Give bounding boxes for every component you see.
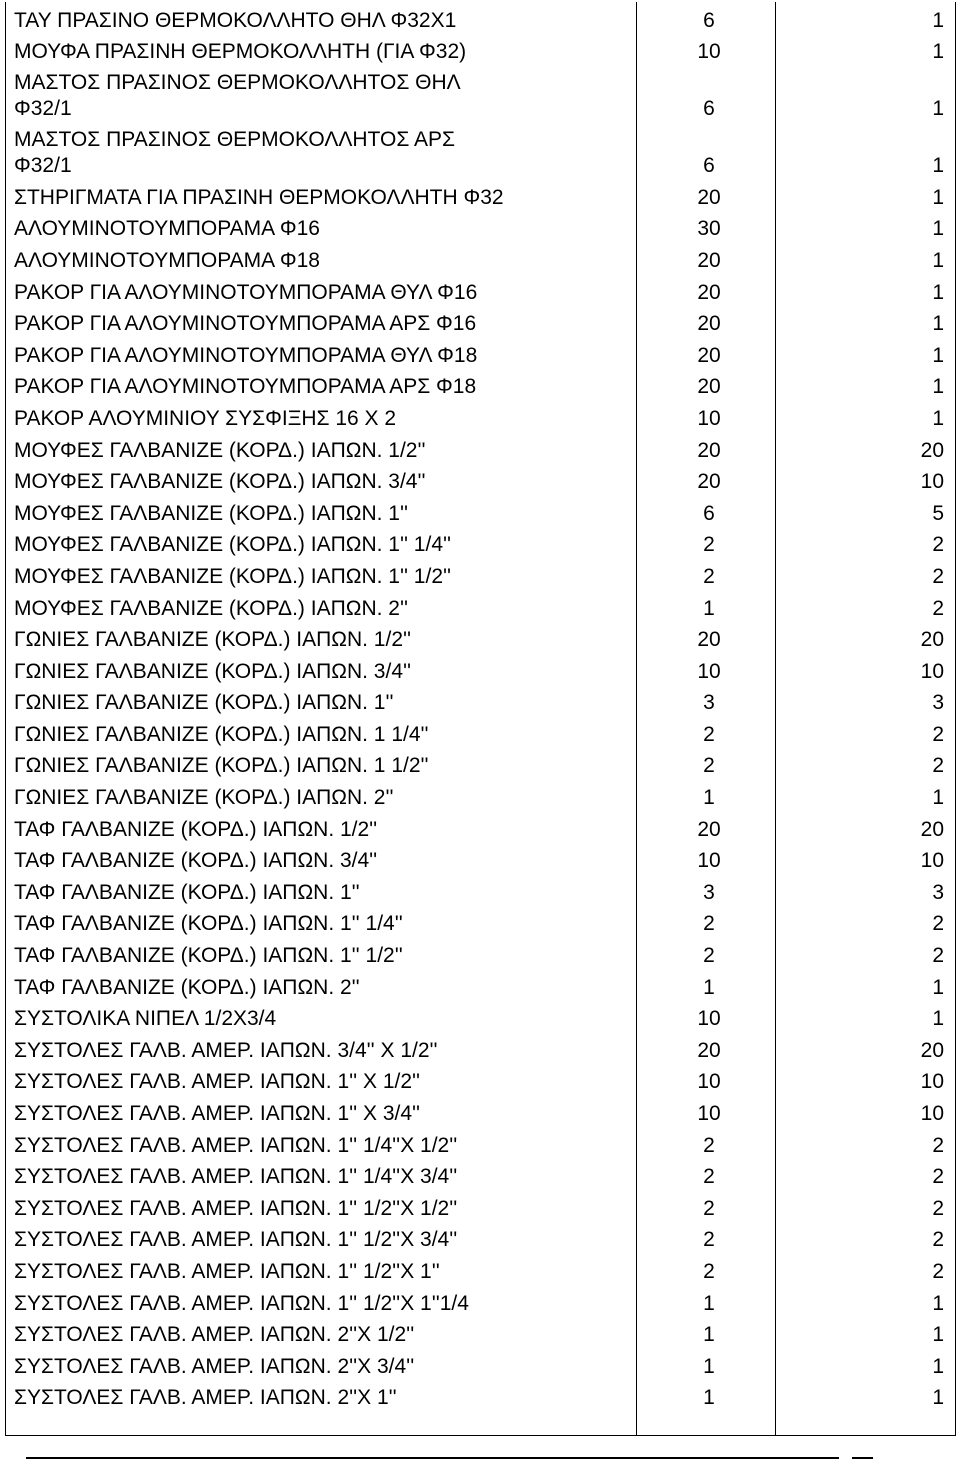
item-description-cell: ΤΑΦ ΓΑΛΒΑΝΙΖΕ (ΚΟΡΔ.) ΙΑΠΩΝ. 2'' <box>6 969 637 1001</box>
table-row <box>6 937 956 969</box>
quantity-cell: 10 <box>637 34 776 66</box>
quantity-secondary-cell: 2 <box>776 906 956 938</box>
item-description-cell: ΣΥΣΤΟΛΕΣ ΓΑΛΒ. ΑΜΕΡ. ΙΑΠΩΝ. 1'' 1/2''Χ 1'' <box>6 1253 637 1285</box>
item-description-cell: ΣΥΣΤΟΛΕΣ ΓΑΛΒ. ΑΜΕΡ. ΙΑΠΩΝ. 2''Χ 1'' <box>6 1380 637 1412</box>
item-description-cell: ΤΑΦ ΓΑΛΒΑΝΙΖΕ (ΚΟΡΔ.) ΙΑΠΩΝ. 3/4'' <box>6 843 637 875</box>
quantity-secondary-cell: 2 <box>776 1127 956 1159</box>
quantity-secondary-cell: 1 <box>776 969 956 1001</box>
quantity-secondary-cell: 1 <box>776 1380 956 1412</box>
item-description-cell: ΓΩΝΙΕΣ ΓΑΛΒΑΝΙΖΕ (ΚΟΡΔ.) ΙΑΠΩΝ. 1 1/4'' <box>6 716 637 748</box>
item-description-cell: ΓΩΝΙΕΣ ΓΑΛΒΑΝΙΖΕ (ΚΟΡΔ.) ΙΑΠΩΝ. 1'' <box>6 685 637 717</box>
signature-line <box>26 1457 839 1459</box>
quantity-secondary-cell: 20 <box>776 622 956 654</box>
item-description-cell: ΜΟΥΦΕΣ ΓΑΛΒΑΝΙΖΕ (ΚΟΡΔ.) ΙΑΠΩΝ. 3/4'' <box>6 464 637 496</box>
item-description-cell: ΡΑΚΟΡ ΓΙΑ ΑΛΟΥΜΙΝΟΤΟΥΜΠΟΡΑΜΑ ΑΡΣ Φ16 <box>6 306 637 338</box>
item-description-cell: ΤΑΦ ΓΑΛΒΑΝΙΖΕ (ΚΟΡΔ.) ΙΑΠΩΝ. 1'' 1/2'' <box>6 937 637 969</box>
item-description-cell: ΑΛΟΥΜΙΝΟΤΟΥΜΠΟΡΑΜΑ Φ16 <box>6 211 637 243</box>
quantity-cell: 2 <box>637 748 776 780</box>
table-row <box>6 242 956 274</box>
table-row <box>6 34 956 66</box>
quantity-secondary-cell: 20 <box>776 811 956 843</box>
quantity-secondary-cell: 1 <box>776 1285 956 1317</box>
quantity-cell: 2 <box>637 937 776 969</box>
table-row <box>6 811 956 843</box>
item-description-cell: ΓΩΝΙΕΣ ΓΑΛΒΑΝΙΖΕ (ΚΟΡΔ.) ΙΑΠΩΝ. 1 1/2'' <box>6 748 637 780</box>
table-row <box>6 2 956 34</box>
item-description-cell: ΑΛΟΥΜΙΝΟΤΟΥΜΠΟΡΑΜΑ Φ18 <box>6 242 637 274</box>
quantity-secondary-cell: 1 <box>776 779 956 811</box>
quantity-cell: 20 <box>637 1032 776 1064</box>
item-description-cell: ΣΥΣΤΟΛΕΣ ΓΑΛΒ. ΑΜΕΡ. ΙΑΠΩΝ. 1'' 1/4''Χ 3/4'' <box>6 1159 637 1191</box>
table-row <box>6 1159 956 1191</box>
table-row <box>6 685 956 717</box>
quantity-cell: 2 <box>637 527 776 559</box>
item-description-cell: ΜΟΥΦΕΣ ΓΑΛΒΑΝΙΖΕ (ΚΟΡΔ.) ΙΑΠΩΝ. 1'' <box>6 495 637 527</box>
quantity-cell: 1 <box>637 1348 776 1380</box>
table-row <box>6 306 956 338</box>
quantity-secondary-cell: 2 <box>776 527 956 559</box>
item-description-cell: ΣΥΣΤΟΛΕΣ ΓΑΛΒ. ΑΜΕΡ. ΙΑΠΩΝ. 1'' Χ 3/4'' <box>6 1095 637 1127</box>
quantity-secondary-cell: 2 <box>776 716 956 748</box>
table-row <box>6 274 956 306</box>
quantity-cell: 10 <box>637 1001 776 1033</box>
quantity-cell: 20 <box>637 622 776 654</box>
quantity-cell: 20 <box>637 432 776 464</box>
item-description-cell: ΜΑΣΤΟΣ ΠΡΑΣΙΝΟΣ ΘΕΡΜΟΚΟΛΛΗΤΟΣ ΑΡΣ Φ32/1 <box>6 122 637 179</box>
item-description-cell: ΣΥΣΤΟΛΕΣ ΓΑΛΒ. ΑΜΕΡ. ΙΑΠΩΝ. 1'' 1/2''Χ 1''1/4 <box>6 1285 637 1317</box>
quantity-cell: 10 <box>637 1064 776 1096</box>
table-row <box>6 337 956 369</box>
item-description-cell: ΜΑΣΤΟΣ ΠΡΑΣΙΝΟΣ ΘΕΡΜΟΚΟΛΛΗΤΟΣ ΘΗΛ Φ32/1 <box>6 65 637 122</box>
table-row <box>6 1380 956 1412</box>
item-description-cell: ΤΑΦ ΓΑΛΒΑΝΙΖΕ (ΚΟΡΔ.) ΙΑΠΩΝ. 1/2'' <box>6 811 637 843</box>
quantity-secondary-cell: 20 <box>776 1032 956 1064</box>
quantity-cell: 10 <box>637 1095 776 1127</box>
quantity-secondary-cell: 2 <box>776 1222 956 1254</box>
table-row <box>6 1317 956 1349</box>
table-row <box>6 843 956 875</box>
item-description-cell: ΡΑΚΟΡ ΑΛΟΥΜΙΝΙΟΥ ΣΥΣΦΙΞΗΣ 16 Χ 2 <box>6 400 637 432</box>
table-row <box>6 653 956 685</box>
quantity-cell: 20 <box>637 337 776 369</box>
quantity-cell: 2 <box>637 1253 776 1285</box>
signature-line-short <box>852 1457 873 1459</box>
quantity-cell: 1 <box>637 1380 776 1412</box>
item-description-cell: ΣΥΣΤΟΛΕΣ ΓΑΛΒ. ΑΜΕΡ. ΙΑΠΩΝ. 1'' Χ 1/2'' <box>6 1064 637 1096</box>
table-row <box>6 122 956 179</box>
table-row <box>6 622 956 654</box>
item-description-cell: ΡΑΚΟΡ ΓΙΑ ΑΛΟΥΜΙΝΟΤΟΥΜΠΟΡΑΜΑ ΘΥΛ Φ18 <box>6 337 637 369</box>
item-description-cell: ΣΥΣΤΟΛΕΣ ΓΑΛΒ. ΑΜΕΡ. ΙΑΠΩΝ. 3/4'' Χ 1/2'' <box>6 1032 637 1064</box>
table-row <box>6 969 956 1001</box>
item-description-cell: ΡΑΚΟΡ ΓΙΑ ΑΛΟΥΜΙΝΟΤΟΥΜΠΟΡΑΜΑ ΑΡΣ Φ18 <box>6 369 637 401</box>
table-row <box>6 369 956 401</box>
quantity-cell: 1 <box>637 590 776 622</box>
item-description-cell: ΜΟΥΦΕΣ ΓΑΛΒΑΝΙΖΕ (ΚΟΡΔ.) ΙΑΠΩΝ. 1/2'' <box>6 432 637 464</box>
item-description-cell: ΣΥΣΤΟΛΕΣ ΓΑΛΒ. ΑΜΕΡ. ΙΑΠΩΝ. 2''Χ 1/2'' <box>6 1317 637 1349</box>
table-row <box>6 1348 956 1380</box>
quantity-cell: 2 <box>637 558 776 590</box>
item-description-cell: ΓΩΝΙΕΣ ΓΑΛΒΑΝΙΖΕ (ΚΟΡΔ.) ΙΑΠΩΝ. 2'' <box>6 779 637 811</box>
quantity-secondary-cell: 10 <box>776 464 956 496</box>
quantity-cell: 2 <box>637 1222 776 1254</box>
quantity-secondary-cell: 10 <box>776 653 956 685</box>
empty-cell <box>776 1411 956 1436</box>
table-row <box>6 1127 956 1159</box>
table-row <box>6 495 956 527</box>
quantity-secondary-cell: 1 <box>776 242 956 274</box>
item-description-cell: ΣΥΣΤΟΛΕΣ ΓΑΛΒ. ΑΜΕΡ. ΙΑΠΩΝ. 1'' 1/4''Χ 1/2'' <box>6 1127 637 1159</box>
quantity-secondary-cell: 3 <box>776 874 956 906</box>
quantity-cell: 20 <box>637 179 776 211</box>
quantity-secondary-cell: 1 <box>776 34 956 66</box>
item-description-cell: ΤΑΦ ΓΑΛΒΑΝΙΖΕ (ΚΟΡΔ.) ΙΑΠΩΝ. 1'' <box>6 874 637 906</box>
table-row <box>6 874 956 906</box>
quantity-secondary-cell: 1 <box>776 306 956 338</box>
quantity-secondary-cell: 1 <box>776 65 956 122</box>
table-row <box>6 590 956 622</box>
item-description-cell: ΡΑΚΟΡ ΓΙΑ ΑΛΟΥΜΙΝΟΤΟΥΜΠΟΡΑΜΑ ΘΥΛ Φ16 <box>6 274 637 306</box>
quantity-secondary-cell: 3 <box>776 685 956 717</box>
table-row <box>6 1064 956 1096</box>
item-description-cell: ΣΤΗΡΙΓΜΑΤΑ ΓΙΑ ΠΡΑΣΙΝΗ ΘΕΡΜΟΚΟΛΛΗΤΗ Φ32 <box>6 179 637 211</box>
quantity-secondary-cell: 1 <box>776 2 956 34</box>
quantity-secondary-cell: 2 <box>776 558 956 590</box>
table-row <box>6 716 956 748</box>
quantity-cell: 20 <box>637 811 776 843</box>
item-description-cell: ΣΥΣΤΟΛΕΣ ΓΑΛΒ. ΑΜΕΡ. ΙΑΠΩΝ. 1'' 1/2''Χ 1/2'' <box>6 1190 637 1222</box>
quantity-cell: 20 <box>637 464 776 496</box>
item-description-cell: ΜΟΥΦΕΣ ΓΑΛΒΑΝΙΖΕ (ΚΟΡΔ.) ΙΑΠΩΝ. 1'' 1/2'' <box>6 558 637 590</box>
empty-cell <box>637 1411 776 1436</box>
quantity-secondary-cell: 1 <box>776 1317 956 1349</box>
quantity-cell: 1 <box>637 969 776 1001</box>
quantity-cell: 1 <box>637 779 776 811</box>
table-row <box>6 211 956 243</box>
item-description-cell: ΓΩΝΙΕΣ ΓΑΛΒΑΝΙΖΕ (ΚΟΡΔ.) ΙΑΠΩΝ. 3/4'' <box>6 653 637 685</box>
quantity-secondary-cell: 2 <box>776 1190 956 1222</box>
quantity-secondary-cell: 2 <box>776 1253 956 1285</box>
quantity-secondary-cell: 10 <box>776 1095 956 1127</box>
table-row <box>6 65 956 122</box>
quantity-secondary-cell: 1 <box>776 122 956 179</box>
quantity-cell: 20 <box>637 369 776 401</box>
table-row <box>6 1222 956 1254</box>
table-row <box>6 1253 956 1285</box>
quantity-secondary-cell: 20 <box>776 432 956 464</box>
table-footer-gap <box>6 1411 956 1436</box>
quantity-cell: 6 <box>637 65 776 122</box>
table-row <box>6 906 956 938</box>
item-description-cell: ΣΥΣΤΟΛΕΣ ΓΑΛΒ. ΑΜΕΡ. ΙΑΠΩΝ. 2''Χ 3/4'' <box>6 1348 637 1380</box>
quantity-cell: 10 <box>637 843 776 875</box>
quantity-cell: 10 <box>637 400 776 432</box>
table-row <box>6 1190 956 1222</box>
quantity-cell: 2 <box>637 1127 776 1159</box>
quantity-secondary-cell: 10 <box>776 1064 956 1096</box>
quantity-cell: 1 <box>637 1317 776 1349</box>
quantity-secondary-cell: 1 <box>776 369 956 401</box>
quantity-cell: 30 <box>637 211 776 243</box>
quantity-cell: 3 <box>637 685 776 717</box>
quantity-cell: 2 <box>637 1159 776 1191</box>
table-row <box>6 1285 956 1317</box>
quantity-secondary-cell: 1 <box>776 274 956 306</box>
quantity-cell: 20 <box>637 306 776 338</box>
quantity-secondary-cell: 10 <box>776 843 956 875</box>
quantity-cell: 2 <box>637 1190 776 1222</box>
materials-table-body <box>6 2 956 1436</box>
quantity-cell: 20 <box>637 242 776 274</box>
quantity-cell: 6 <box>637 495 776 527</box>
table-row <box>6 779 956 811</box>
quantity-cell: 6 <box>637 2 776 34</box>
quantity-secondary-cell: 5 <box>776 495 956 527</box>
quantity-secondary-cell: 2 <box>776 590 956 622</box>
quantity-secondary-cell: 2 <box>776 1159 956 1191</box>
item-description-cell: ΓΩΝΙΕΣ ΓΑΛΒΑΝΙΖΕ (ΚΟΡΔ.) ΙΑΠΩΝ. 1/2'' <box>6 622 637 654</box>
quantity-cell: 20 <box>637 274 776 306</box>
item-description-cell: ΜΟΥΦΑ ΠΡΑΣΙΝΗ ΘΕΡΜΟΚΟΛΛΗΤΗ (ΓΙΑ Φ32) <box>6 34 637 66</box>
table-row <box>6 400 956 432</box>
item-description-cell: ΜΟΥΦΕΣ ΓΑΛΒΑΝΙΖΕ (ΚΟΡΔ.) ΙΑΠΩΝ. 2'' <box>6 590 637 622</box>
empty-cell <box>6 1411 637 1436</box>
table-row <box>6 432 956 464</box>
table-row <box>6 1095 956 1127</box>
item-description-cell: ΤΑΦ ΓΑΛΒΑΝΙΖΕ (ΚΟΡΔ.) ΙΑΠΩΝ. 1'' 1/4'' <box>6 906 637 938</box>
item-description-cell: ΜΟΥΦΕΣ ΓΑΛΒΑΝΙΖΕ (ΚΟΡΔ.) ΙΑΠΩΝ. 1'' 1/4'' <box>6 527 637 559</box>
quantity-secondary-cell: 2 <box>776 748 956 780</box>
quantity-secondary-cell: 1 <box>776 1348 956 1380</box>
quantity-secondary-cell: 2 <box>776 937 956 969</box>
quantity-secondary-cell: 1 <box>776 211 956 243</box>
quantity-secondary-cell: 1 <box>776 337 956 369</box>
quantity-secondary-cell: 1 <box>776 179 956 211</box>
quantity-cell: 2 <box>637 716 776 748</box>
table-row <box>6 558 956 590</box>
quantity-cell: 1 <box>637 1285 776 1317</box>
materials-table <box>5 2 956 1436</box>
table-row <box>6 527 956 559</box>
quantity-cell: 2 <box>637 906 776 938</box>
item-description-cell: ΤΑΥ ΠΡΑΣΙΝΟ ΘΕΡΜΟΚΟΛΛΗΤΟ ΘΗΛ Φ32Χ1 <box>6 2 637 34</box>
table-row <box>6 1032 956 1064</box>
table-row <box>6 1001 956 1033</box>
table-row <box>6 748 956 780</box>
quantity-cell: 6 <box>637 122 776 179</box>
item-description-cell: ΣΥΣΤΟΛΕΣ ΓΑΛΒ. ΑΜΕΡ. ΙΑΠΩΝ. 1'' 1/2''Χ 3/4'' <box>6 1222 637 1254</box>
quantity-cell: 10 <box>637 653 776 685</box>
table-row <box>6 464 956 496</box>
quantity-secondary-cell: 1 <box>776 400 956 432</box>
quantity-cell: 3 <box>637 874 776 906</box>
item-description-cell: ΣΥΣΤΟΛΙΚΑ ΝΙΠΕΛ 1/2Χ3/4 <box>6 1001 637 1033</box>
table-row <box>6 179 956 211</box>
quantity-secondary-cell: 1 <box>776 1001 956 1033</box>
